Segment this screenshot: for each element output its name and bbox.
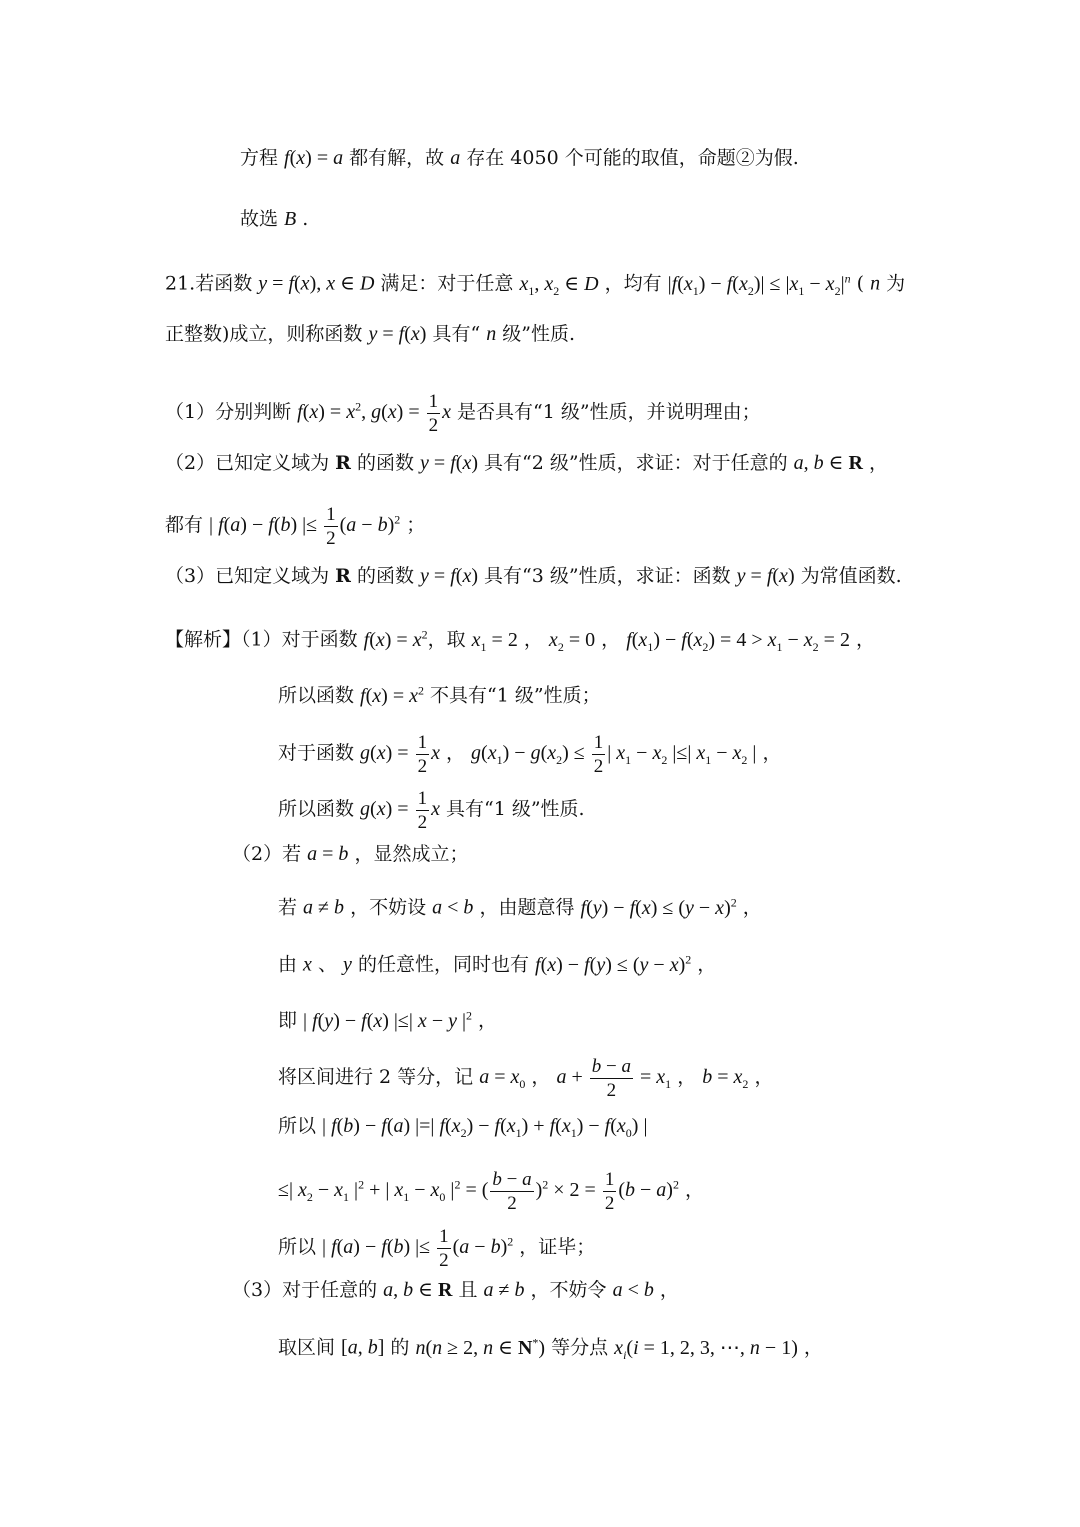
- solution-part-2-line-8: 所以 | f(a) − f(b) |≤ $\frac{1}{2}$ $(a - b)^2$ ，证毕；: [278, 1226, 596, 1271]
- part-2-question: （2）已知定义域为 R 的函数 y = f(x) 具有“2 级”性质，求证：对于任意的 a, b ∈ R ，: [165, 452, 888, 474]
- solution-part-3-line-1: （3）对于任意的 a, b ∈ R 且 a ≠ b ，不妨令 a < b ，: [232, 1279, 679, 1301]
- solution-part-2-line-6: 所以 | f(b) − f(a) |=| $f(x_2) - f(x_1) + f(x_1) - f(x_0)$ |: [278, 1115, 648, 1140]
- problem-21-line-1: 21.若函数 y = f(x), x ∈ D 满足：对于任意 $x_1$, $x_2$ ∈ D ，均有 $|f(x_1) - f(x_2)| \le |x_1 - x_2|^n$ ( n 为: [165, 271, 906, 298]
- part-1-question: （1）分别判断 $f(x) = x^2$, g(x) = $\frac{1}{2}$ x 是否具有“1 级”性质，并说明理由；: [165, 391, 761, 436]
- solution-line-2: 所以函数 $f(x) = x^2$ 不具有“1 级”性质；: [278, 683, 601, 707]
- text-line-1: 方程 f(x) = a 都有解，故 a 存在 4050 个可能的取值，命题②为假.: [240, 147, 799, 169]
- part-3-question: （3）已知定义域为 R 的函数 y = f(x) 具有“3 级”性质，求证：函数 y = f(x) 为常值函数.: [165, 565, 902, 587]
- solution-part-2-line-7: ≤| $x_2 - x_1$ $|^2$ + | $x_1 - x_0$ $|^2$ = ( $\frac{b - a}{2}$ )$^2$ × 2 = $\frac{1}{2}$ $(b - a)^2$ ，: [278, 1169, 705, 1214]
- solution-line-1: 【解析】（1）对于函数 $f(x) = x^2$，取 $x_1 = 2$ ， $x_2 = 0$ ， $f(x_1) - f(x_2) = 4 > x_1 - x_2 = 2$ ，: [165, 627, 875, 654]
- solution-part-3-line-2: 取区间 [a, b] 的 n(n ≥ 2, n ∈ N*) 等分点 $x_i(i = 1$, 2, 3, ⋯, n − 1) ，: [278, 1335, 823, 1362]
- solution-part-2-line-4: 即 | f(y) − f(x) |≤| x − y $|^2$ ，: [278, 1008, 498, 1032]
- solution-line-4: 所以函数 g(x) = $\frac{1}{2}$ x 具有“1 级”性质.: [278, 788, 585, 833]
- part-2-question-cont: 都有 | f(a) − f(b) |≤ $\frac{1}{2}$ $(a - b)^2$ ；: [165, 504, 426, 549]
- solution-part-2-line-5: 将区间进行 2 等分，记 $a = x_0$ ， a + $\frac{b - a}{2}$ = $x_1$ ， $b = x_2$ ，: [278, 1056, 774, 1101]
- text-line-2: 故选 B .: [240, 208, 309, 230]
- solution-line-3: 对于函数 g(x) = $\frac{1}{2}$ x ， $g(x_1) - g(x_2)$ ≤ $\frac{1}{2}$ | $x_1 - x_2$ |≤| $x_1 - x_2$ | ，: [278, 732, 782, 777]
- solution-part-2-line-2: 若 a ≠ b ，不妨设 a < b ，由题意得 $f(y) - f(x) \le (y - x)^2$ ，: [278, 895, 762, 919]
- solution-part-2-line-1: （2）若 a = b ，显然成立；: [232, 843, 469, 865]
- solution-part-2-line-3: 由 x 、 y 的任意性，同时也有 $f(x) - f(y) \le (y - x)^2$ ，: [278, 952, 717, 976]
- problem-21-line-2: 正整数)成立，则称函数 y = f(x) 具有“ n 级”性质.: [165, 323, 576, 345]
